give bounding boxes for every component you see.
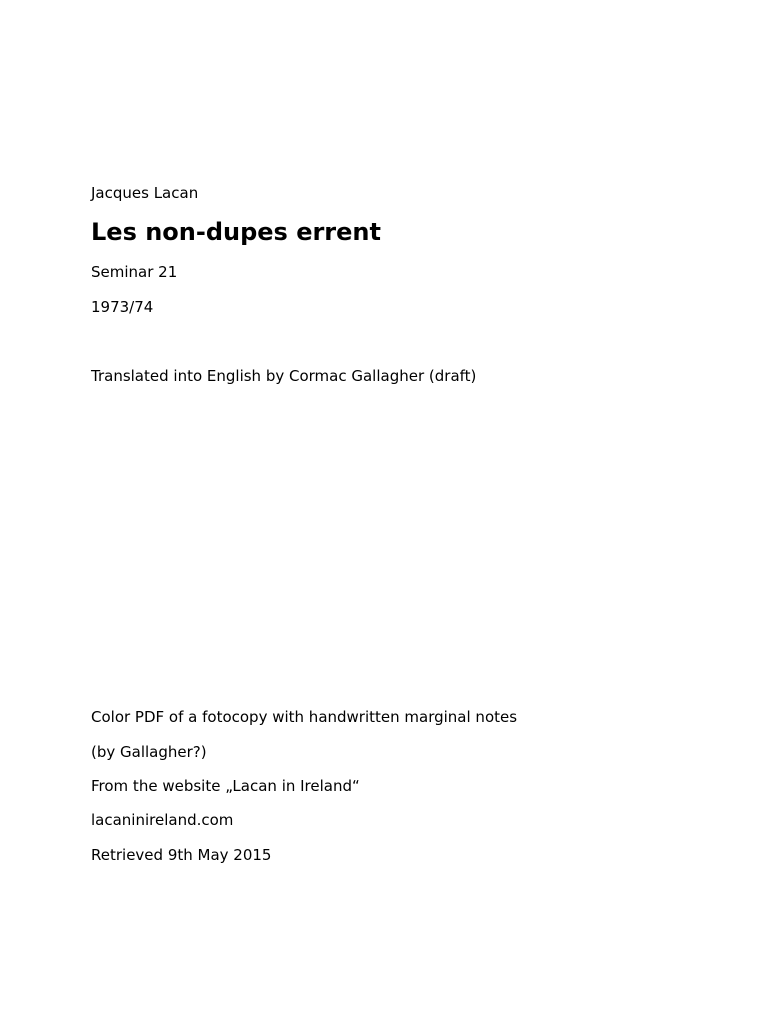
source-note-attribution: (by Gallagher?) — [91, 743, 207, 761]
source-note-website: From the website „Lacan in Ireland“ — [91, 777, 360, 795]
seminar-number: Seminar 21 — [91, 263, 178, 281]
source-note-format: Color PDF of a fotocopy with handwritten marginal notes — [91, 708, 518, 726]
source-note-url: lacaninireland.com — [91, 811, 234, 829]
document-title: Les non-dupes errent — [91, 218, 381, 246]
author-name: Jacques Lacan — [91, 184, 199, 202]
source-note-retrieved: Retrieved 9th May 2015 — [91, 846, 272, 864]
seminar-years: 1973/74 — [91, 298, 154, 316]
translator-credit: Translated into English by Cormac Gallagher (draft) — [91, 367, 477, 385]
